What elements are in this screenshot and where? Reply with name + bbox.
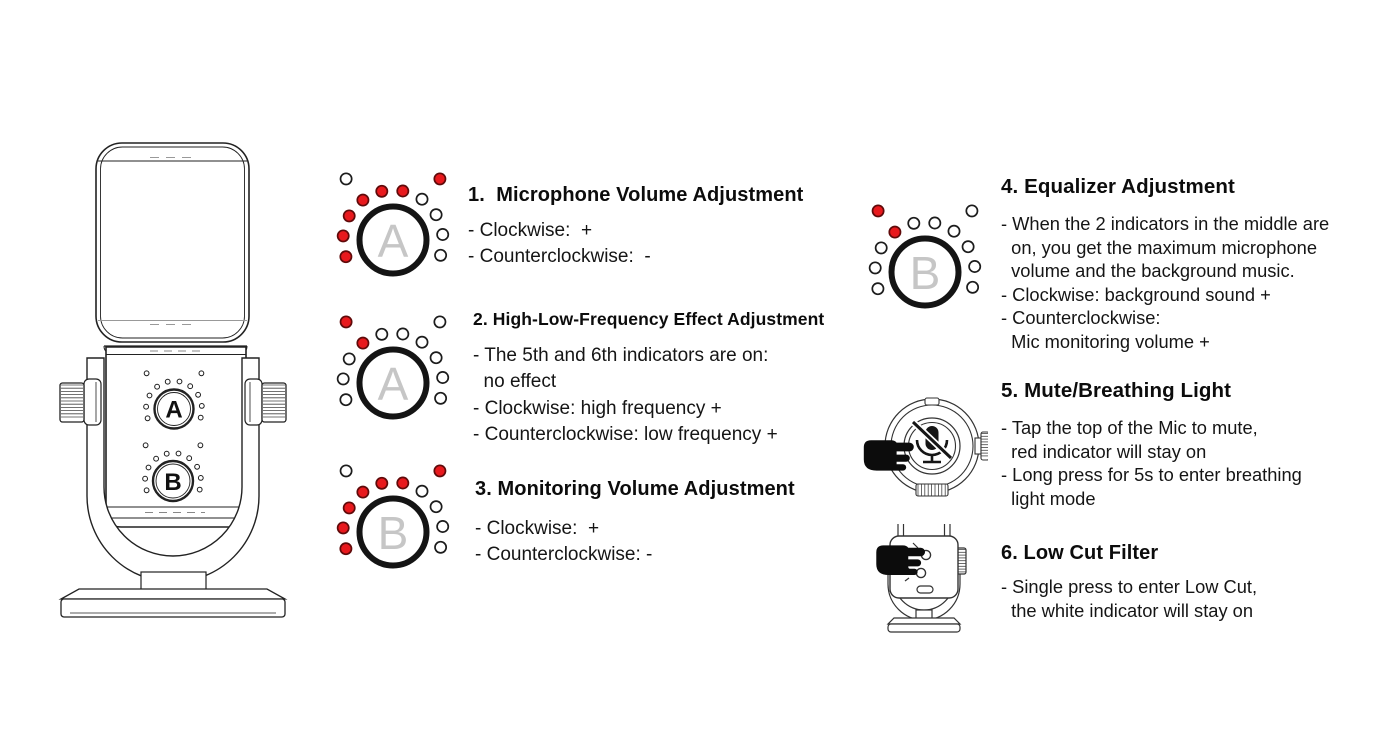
section-6-lines <box>1001 575 1396 622</box>
led-dot-white <box>967 282 978 293</box>
led-dot-red <box>873 205 884 216</box>
led-dot-red <box>376 478 387 489</box>
pressing-hand-icon <box>864 440 914 470</box>
led-dot-white <box>870 262 881 273</box>
led-dot-white <box>198 476 203 481</box>
section-6-heading: 6. Low Cut Filter <box>1001 542 1159 564</box>
led-dot-white <box>437 229 448 240</box>
mic-knob-a-label: A <box>165 396 183 424</box>
led-dot-red <box>397 477 408 488</box>
section-equalizer <box>1001 173 1396 354</box>
led-dot-white <box>143 443 148 448</box>
led-dot-white <box>872 283 883 294</box>
top-tab <box>925 398 939 405</box>
led-dot-white <box>908 218 919 229</box>
section-3-lines <box>475 516 875 569</box>
led-dot-white <box>164 451 169 456</box>
section-5-heading: 5. Mute/Breathing Light <box>1001 379 1232 402</box>
led-dot-white <box>198 443 203 448</box>
bottom-grip <box>916 484 948 496</box>
led-dot-white <box>969 261 980 272</box>
led-dot-red <box>344 502 355 513</box>
led-dot-white <box>437 372 448 383</box>
knob-letter: A <box>377 358 409 410</box>
led-dot-white <box>416 194 427 205</box>
led-dot-red <box>434 465 445 476</box>
side-knob-icon <box>975 432 988 460</box>
muted-mic-icon <box>913 422 951 462</box>
instruction-line: no effect <box>473 371 557 393</box>
instruction-line: - Counterclockwise: low frequency + <box>473 423 778 445</box>
led-dot-white <box>929 217 940 228</box>
led-dot-white <box>145 416 150 421</box>
left-thumbscrew-icon <box>60 379 101 425</box>
led-dot-white <box>144 371 149 376</box>
stand-base <box>888 610 960 632</box>
instruction-line: on, you get the maximum microphone <box>1001 236 1318 258</box>
instruction-line: - Long press for 5s to enter breathing <box>1001 464 1302 486</box>
led-dot-white <box>144 488 149 493</box>
led-dot-white <box>966 205 977 216</box>
section-2-lines <box>473 343 883 448</box>
led-dot-white <box>948 226 959 237</box>
led-dot-white <box>963 241 974 252</box>
instruction-line: volume and the background music. <box>1001 260 1295 282</box>
instruction-line: - Clockwise: + <box>468 220 593 241</box>
knob-letter: B <box>909 247 941 299</box>
instruction-line: - Counterclockwise: - <box>468 246 651 268</box>
led-dot-white <box>876 242 887 253</box>
section-monitoring-volume <box>475 476 875 569</box>
led-dot-white <box>188 384 193 389</box>
microphone-back-buttons-view-icon <box>868 522 980 634</box>
section-4-lines <box>1001 212 1396 354</box>
led-dot-white <box>434 316 445 327</box>
led-dot-white <box>143 476 148 481</box>
led-dot-red <box>341 316 352 327</box>
led-dot-red <box>397 185 408 196</box>
led-dot-white <box>416 337 427 348</box>
led-dot-white <box>431 352 442 363</box>
led-dot-white <box>437 521 448 532</box>
led-dot-white <box>147 393 152 398</box>
led-dot-white <box>197 487 202 492</box>
knob-diagram-frequency-effect <box>315 301 471 465</box>
section-1-heading: 1. Microphone Volume Adjustment <box>468 184 804 206</box>
led-dot-red <box>357 195 368 206</box>
instruction-line: - The 5th and 6th indicators are on: <box>473 345 769 366</box>
section-1-lines <box>468 218 868 271</box>
led-dot-white <box>338 373 349 384</box>
led-dot-white <box>144 404 149 409</box>
instruction-line: - Clockwise: background sound + <box>1001 283 1271 305</box>
led-dot-red <box>889 227 900 238</box>
knob-letter: A <box>377 215 409 267</box>
led-dot-white <box>199 371 204 376</box>
instruction-line: - Clockwise: + <box>475 518 600 539</box>
section-2-heading: 2. High-Low-Frequency Effect Adjustment <box>473 309 825 329</box>
mic-head <box>96 143 249 342</box>
instruction-line: - Clockwise: high frequency + <box>473 397 722 419</box>
led-dot-white <box>344 353 355 364</box>
section-3-heading: 3. Monitoring Volume Adjustment <box>475 478 795 500</box>
led-dot-red <box>340 251 351 262</box>
led-dot-red <box>357 338 368 349</box>
led-dot-white <box>431 501 442 512</box>
instruction-line: - Counterclockwise: - <box>475 544 653 566</box>
led-dot-white <box>146 465 151 470</box>
led-dot-white <box>376 329 387 340</box>
led-dot-white <box>165 379 170 384</box>
led-dot-red <box>338 522 349 533</box>
instruction-line: - Counterclockwise: <box>1001 307 1161 329</box>
led-dot-white <box>435 250 446 261</box>
section-4-heading: 4. Equalizer Adjustment <box>1001 175 1235 198</box>
led-dot-red <box>357 487 368 498</box>
microphone-illustration <box>30 130 310 640</box>
section-low-cut-filter <box>1001 540 1396 622</box>
led-dot-red <box>376 186 387 197</box>
mic-knob-b-label: B <box>164 469 182 496</box>
led-dot-white <box>154 456 159 461</box>
instruction-line: - When the 2 indicators in the middle are <box>1001 213 1330 234</box>
led-dot-white <box>431 209 442 220</box>
led-dot-white <box>176 451 181 456</box>
led-dot-red <box>434 173 445 184</box>
led-dot-white <box>340 394 351 405</box>
led-dot-white <box>341 465 352 476</box>
led-dot-red <box>340 543 351 554</box>
instruction-line: light mode <box>1001 487 1096 509</box>
instruction-line: - Single press to enter Low Cut, <box>1001 576 1258 597</box>
led-dot-white <box>341 173 352 184</box>
right-thumbscrew-icon <box>245 379 286 425</box>
led-dot-white <box>435 542 446 553</box>
led-dot-white <box>198 415 203 420</box>
section-mute-breathing-light <box>1001 377 1396 510</box>
instruction-line: the white indicator will stay on <box>1001 599 1253 621</box>
knob-letter: B <box>377 507 409 559</box>
muted-microphone-top-view-icon <box>862 390 988 504</box>
led-dot-white <box>187 456 192 461</box>
led-dot-white <box>195 464 200 469</box>
knob-diagram-mic-volume <box>315 158 471 322</box>
led-dot-white <box>177 379 182 384</box>
led-dot-white <box>155 384 160 389</box>
led-dot-white <box>199 404 204 409</box>
led-dot-red <box>344 210 355 221</box>
led-dot-white <box>416 486 427 497</box>
mic-base <box>61 572 285 617</box>
instruction-line: Mic monitoring volume + <box>1001 330 1210 352</box>
section-5-lines <box>1001 416 1396 510</box>
instruction-line: red indicator will stay on <box>1001 440 1207 462</box>
instruction-line: - Tap the top of the Mic to mute, <box>1001 417 1258 438</box>
knob-diagram-monitoring-volume <box>315 450 471 614</box>
led-dot-white <box>435 393 446 404</box>
led-dot-white <box>397 328 408 339</box>
led-dot-red <box>338 230 349 241</box>
section-frequency-effect <box>473 308 883 448</box>
led-dot-white <box>196 392 201 397</box>
section-mic-volume <box>468 182 868 271</box>
